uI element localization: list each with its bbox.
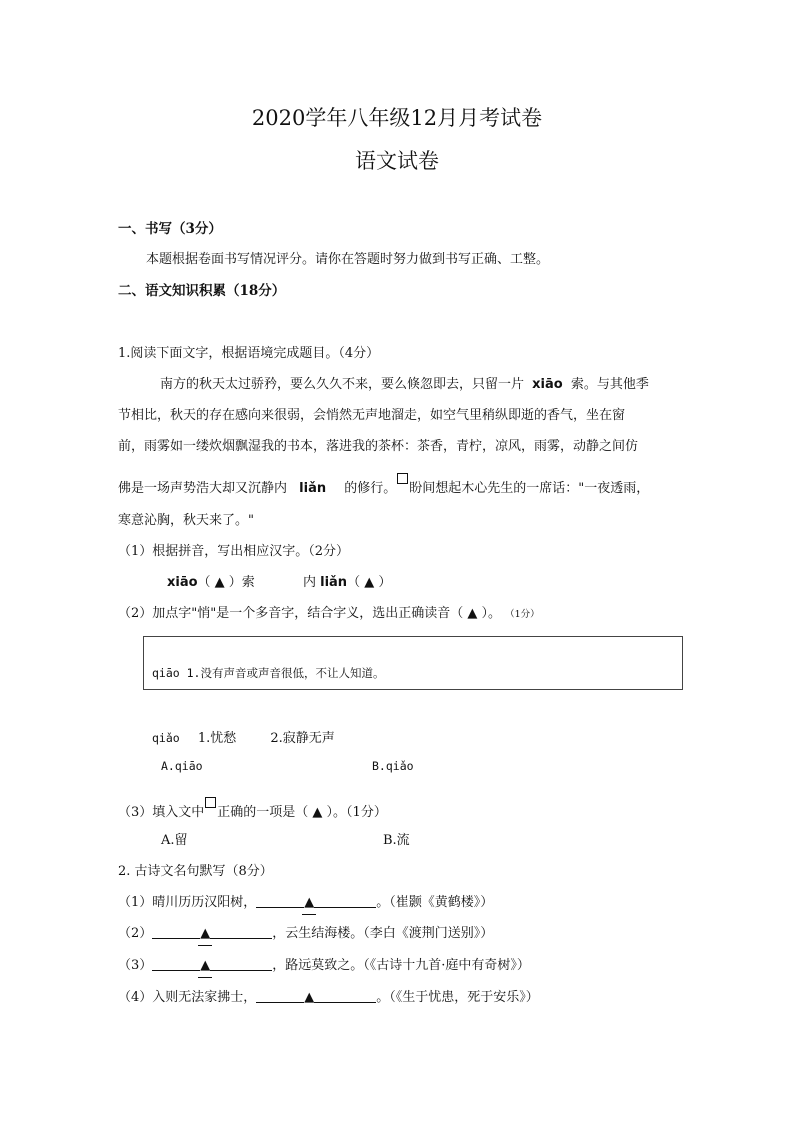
option-b-liu[interactable]: B.流 [383,833,410,848]
q1-sub3-text-b: 正确的一项是（ ▲ ）。（1分） [217,805,387,820]
definition-qiao3 [152,727,335,746]
section1-text: 本题根据卷面书写情况评分。请你在答题时努力做到书写正确、工整。 [146,252,550,267]
recite-text: （3） [118,958,153,973]
passage-text: 索。与其他季 [570,377,649,392]
passage-line-1 [160,373,649,392]
answer-blank[interactable] [152,957,200,971]
pinyin-xiao: xiāo [532,377,563,392]
passage-line-5: 寒意沁胸，秋天来了。" [118,513,254,528]
blank-square-icon [397,473,408,484]
answer-blank[interactable] [314,989,376,1003]
passage-line-4 [118,473,649,496]
exam-title: 2020学年八年级12月月考试卷 [251,106,543,130]
q1-sub3-prompt [118,797,387,820]
recite-line-1 [118,891,493,910]
recite-text: （2） [118,926,153,941]
answer-blank[interactable] [314,894,376,908]
triangle-mark: ▲ [304,990,315,1005]
q1-sub1-answers [167,571,391,590]
recite-line-3 [118,954,530,973]
recite-text: 。（《生于忧患，死于安乐》） [376,990,539,1005]
option-a-qiao[interactable]: A.qiāo [161,759,203,773]
answer-blank[interactable] [256,894,304,908]
pinyin-qiao3: qiǎo [152,731,180,745]
q1-sub2-score: （1分） [505,609,540,620]
option-a-liu[interactable]: A.留 [161,833,188,848]
q1-sub1-prompt: （1）根据拼音，写出相应汉字。（2分） [118,544,350,559]
pinyin-lian-label: liǎn [320,575,348,590]
pinyin-lian: liǎn [299,481,327,496]
pinyin-xiao-label: xiāo [167,575,198,590]
exam-subtitle: 语文试卷 [355,149,439,173]
section1-heading: 一、书写（3分） [118,221,222,237]
passage-text: 南方的秋天太过骄矜，要么久久不来，要么倏忽即去，只留一片 [160,377,525,392]
answer-blank[interactable] [210,925,272,939]
passage-text: 的修行。 [344,481,397,496]
q1-prompt: 1.阅读下面文字，根据语境完成题目。（4分） [118,346,380,361]
triangle-mark: ▲ [304,895,315,910]
option-b-qiao[interactable]: B.qiǎo [372,759,414,773]
blank-square-icon [205,797,216,808]
definition-qiao1-text: qiāo 1.没有声音或声音很低，不让人知道。 [152,666,385,680]
recite-text: 。（崔颢《黄鹤楼》） [376,895,494,910]
q1-sub2-text: （2）加点字"悄"是一个多音字，结合字义，选出正确读音（ ▲ ）。 [118,606,501,621]
answer-blank[interactable] [152,925,200,939]
definition-qiao1 [152,665,384,681]
q1-sub3-text-a: （3）填入文中 [118,805,205,820]
triangle-mark: ▲ [200,926,211,941]
passage-text: 佛是一场声势浩大却又沉静内 [118,481,288,496]
recite-text: ，路远莫致之。（《古诗十九首·庭中有奇树》） [272,958,530,973]
answer-blank-1[interactable]: （ ▲ ）索 [197,575,255,590]
definition-qiao3-a: 1.忧愁 [197,731,237,746]
answer-blank-2[interactable]: （ ▲ ） [347,575,392,590]
recite-text: ，云生结海楼。（李白《渡荆门送别》） [272,926,494,941]
q2-prompt: 2. 古诗文名句默写（8分） [118,864,273,879]
recite-line-4 [118,986,539,1005]
passage-line-2: 节相比，秋天的存在感向来很弱，会悄然无声地溜走，如空气里稍纵即逝的香气，坐在窗 [118,408,626,423]
definition-qiao3-b: 2.寂静无声 [270,731,335,746]
recite-text: （4）入则无法家拂士， [118,990,257,1005]
recite-line-2 [118,922,493,941]
q1-sub2-prompt [118,602,540,621]
recite-text: （1）晴川历历汉阳树， [118,895,257,910]
prefix-nei: 内 [302,575,316,590]
answer-blank[interactable] [256,989,304,1003]
section2-heading: 二、语文知识积累（18分） [118,283,286,299]
passage-text: 盼间想起木心先生的一席话："一夜透雨， [409,481,650,496]
passage-line-3: 前，雨雾如一缕炊烟飘湿我的书本，落进我的茶杯：茶香，青柠，凉风，雨雾，动静之间仿 [118,439,639,454]
answer-blank[interactable] [210,957,272,971]
triangle-mark: ▲ [200,958,211,973]
definition-box [143,636,683,690]
